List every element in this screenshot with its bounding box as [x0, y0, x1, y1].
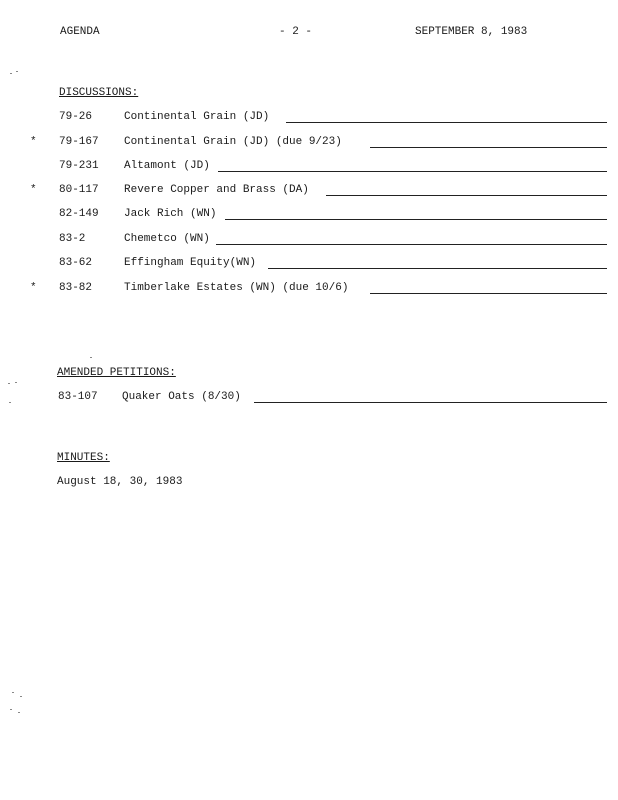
header-agenda-label: AGENDA	[60, 26, 100, 38]
case-title: Jack Rich (WN)	[124, 208, 217, 220]
scan-speck	[8, 383, 10, 384]
case-number: 83-62	[59, 257, 93, 269]
priority-asterisk: *	[30, 184, 37, 196]
minutes-dates: August 18, 30, 1983	[57, 476, 183, 488]
case-number: 83-82	[59, 282, 93, 294]
priority-asterisk: *	[30, 282, 37, 294]
scan-speck	[15, 382, 17, 383]
scan-speck	[16, 71, 18, 72]
case-title: Chemetco (WN)	[124, 233, 210, 245]
notes-line	[225, 219, 607, 220]
case-number: 79-231	[59, 160, 99, 172]
discussion-item	[0, 282, 618, 298]
scan-speck	[12, 692, 14, 693]
scan-speck	[20, 696, 22, 697]
scan-speck	[90, 357, 92, 358]
discussion-item	[0, 184, 618, 200]
case-number: 79-167	[59, 136, 99, 148]
discussions-heading: DISCUSSIONS:	[59, 87, 139, 99]
discussion-item	[0, 233, 618, 249]
scan-speck	[10, 709, 12, 710]
case-title: Continental Grain (JD)	[124, 111, 270, 123]
notes-line	[286, 122, 607, 123]
discussion-item	[0, 257, 618, 273]
case-number: 82-149	[59, 208, 99, 220]
case-title: Continental Grain (JD) (due 9/23)	[124, 136, 342, 148]
priority-asterisk: *	[30, 136, 37, 148]
notes-line	[370, 147, 607, 148]
notes-line	[326, 195, 607, 196]
discussion-item	[0, 160, 618, 176]
discussion-item	[0, 208, 618, 224]
scan-speck	[9, 402, 11, 403]
minutes-heading: MINUTES:	[57, 452, 110, 464]
case-title: Effingham Equity(WN)	[124, 257, 257, 269]
case-title: Revere Copper and Brass (DA)	[124, 184, 309, 196]
case-number: 79-26	[59, 111, 93, 123]
case-number: 80-117	[59, 184, 99, 196]
case-number: 83-2	[59, 233, 86, 245]
scan-speck	[18, 712, 20, 713]
petition-item	[0, 391, 618, 407]
notes-line	[268, 268, 607, 269]
notes-line	[370, 293, 607, 294]
case-title: Quaker Oats (8/30)	[122, 391, 241, 403]
notes-line	[218, 171, 607, 172]
case-number: 83-107	[58, 391, 98, 403]
scan-speck	[10, 73, 12, 74]
case-title: Altamont (JD)	[124, 160, 210, 172]
discussion-item	[0, 111, 618, 127]
case-title: Timberlake Estates (WN) (due 10/6)	[124, 282, 349, 294]
discussion-item	[0, 136, 618, 152]
notes-line	[216, 244, 607, 245]
amended-petitions-heading: AMENDED PETITIONS:	[57, 367, 176, 379]
header-date: SEPTEMBER 8, 1983	[415, 26, 528, 38]
page-number: - 2 -	[279, 26, 313, 38]
notes-line	[254, 402, 607, 403]
